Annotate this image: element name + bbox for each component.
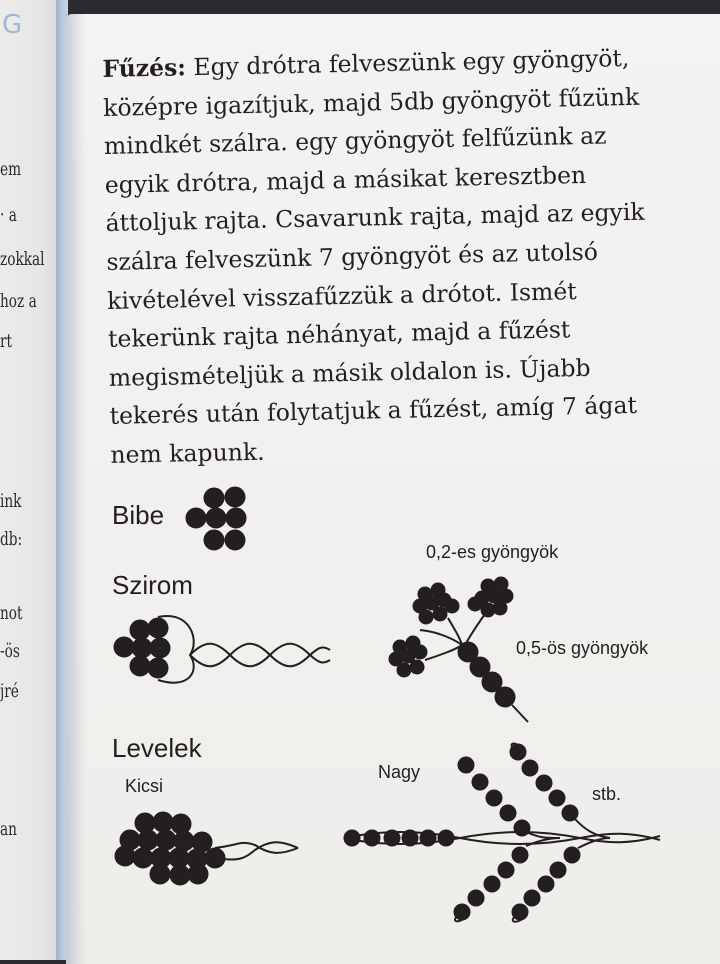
large-beads-label: 0,5-ös gyöngyök: [516, 638, 649, 658]
instruction-line-text: Egy drótra felveszünk egy gyöngyöt,: [185, 43, 630, 82]
instruction-line: mindkét szálra. egy gyöngyöt felfűzünk az: [103, 121, 607, 161]
instruction-line: áttoljuk rajta. Csavarunk rajta, majd az egyik: [105, 198, 645, 238]
bibe-label: Bibe: [112, 500, 165, 530]
large-leaf-diagram: [344, 744, 660, 922]
instruction-line: kivételével visszafűzzük a drótot. Ismét: [106, 276, 577, 315]
small-beads-label: 0,2-es gyöngyök: [426, 542, 559, 562]
instruction-line: tekerés után folytatjuk a fűzést, amíg 7 ágat: [109, 391, 638, 431]
previous-page-fragment: hoz a: [0, 290, 37, 312]
kicsi-label: Kicsi: [125, 776, 164, 796]
small-leaf-diagram: [115, 812, 298, 885]
instruction-line: nem kapunk.: [110, 437, 265, 469]
previous-page-corner-letter: G: [2, 10, 23, 40]
instruction-line: megismételjük a másik oldalon is. Újabb: [108, 353, 591, 392]
levelek-label: Levelek: [112, 733, 202, 763]
etc-label: stb.: [592, 784, 622, 804]
instruction-line: tekerünk rajta néhányat, majd a fűzést: [107, 315, 571, 354]
instruction-line: egyik drótra, majd a másikat keresztben: [104, 160, 587, 199]
previous-page-fragment: ink: [0, 490, 22, 512]
instruction-line: szálra felveszünk 7 gyöngyöt és az utolsó: [106, 237, 599, 276]
previous-page-fragment: rt: [0, 330, 13, 352]
bibe-bead-cluster: [186, 487, 246, 550]
previous-page-fragment: db:: [0, 528, 23, 550]
szirom-petal-diagram: [114, 616, 330, 683]
instruction-heading: Fűzés:: [102, 53, 187, 83]
previous-page-fragment: zokkal: [0, 248, 45, 270]
instruction-line: középre igazítjuk, majd 5db gyöngyöt fűzünk: [102, 82, 640, 122]
szirom-label: Szirom: [112, 570, 193, 600]
previous-page-fragment: -ös: [0, 640, 20, 662]
previous-page-fragment: em: [0, 158, 22, 180]
previous-page-fragment: jré: [0, 680, 19, 702]
previous-page-fragment: · a: [0, 204, 17, 226]
nagy-label: Nagy: [378, 762, 421, 782]
flower-bead-diagram: [389, 577, 528, 722]
previous-page-fragment: an: [0, 818, 17, 840]
previous-page-fragment: not: [0, 602, 23, 624]
